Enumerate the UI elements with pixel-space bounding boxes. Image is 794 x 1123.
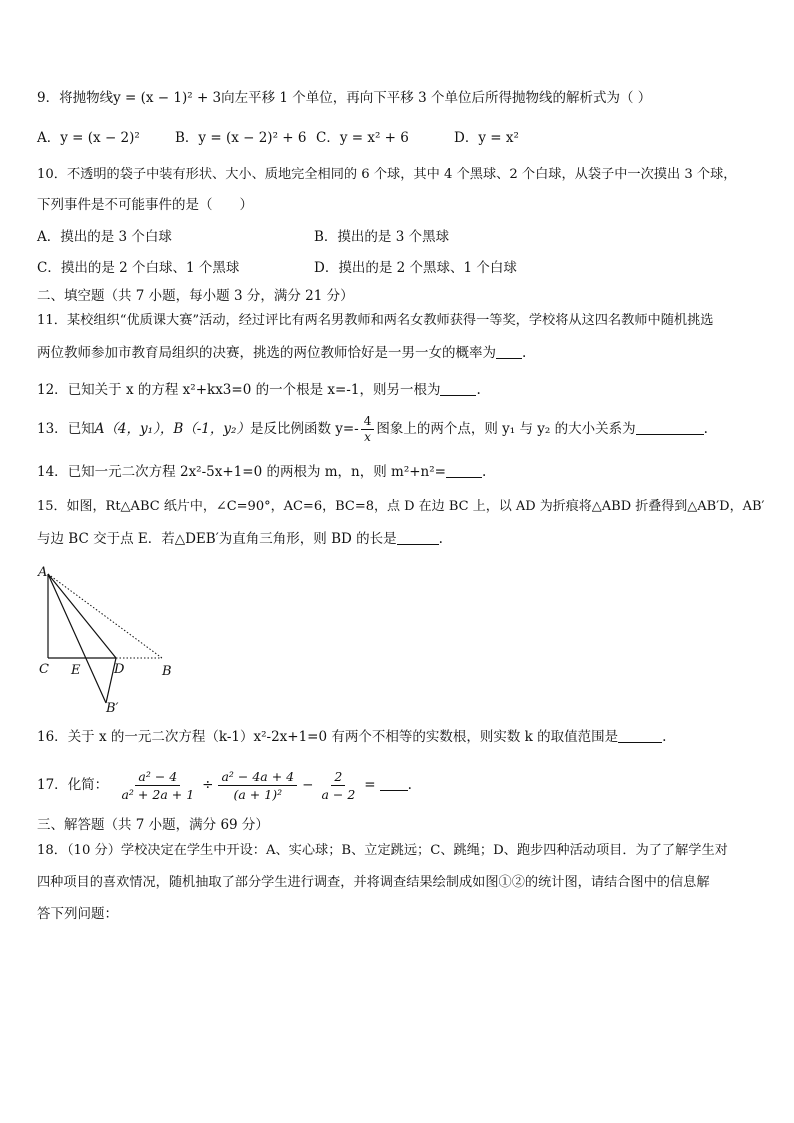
answer-blank[interactable] (446, 463, 482, 478)
question-18-line2: 四种项目的喜欢情况，随机抽取了部分学生进行调查，并将调查结果绘制成如图①②的统计图，请结合图中的信息解 (37, 875, 710, 890)
question-number: 15． (37, 499, 67, 514)
question-number: 18． (37, 843, 67, 858)
segment-ab-prime (48, 574, 106, 703)
label-b-prime: B′ (106, 701, 119, 716)
segment-ab (48, 574, 162, 658)
answer-blank[interactable] (636, 420, 704, 435)
question-text: 已知关于 x 的方程 x²+kx3=0 的一个根是 x=-1，则另一根为 (67, 382, 441, 398)
answer-blank[interactable] (380, 776, 408, 791)
option-c[interactable]: C．y = x² + 6 (316, 130, 409, 146)
answer-blank[interactable] (440, 381, 476, 396)
fraction: $\frac{\text{a² − 4}}{\text{a² + 2a + 1}}$ (121, 769, 195, 802)
question-text: 已知一元二次方程 2x²-5x+1=0 的两根为 m，n，则 m²+n²= (67, 464, 446, 480)
question-text: 将抛物线 (59, 90, 114, 106)
option-d[interactable]: D．摸出的是 2 个黑球、1 个白球 (314, 260, 517, 276)
question-text: 不透明的袋子中装有形状、大小、质地完全相同的 6 个球，其中 4 个黑球、2 个白球，从袋子中一次摸出 3 个球， (66, 167, 737, 182)
option-a[interactable]: A．y = (x − 2)² (37, 130, 140, 146)
answer-blank[interactable] (618, 728, 662, 743)
question-18-line3: 答下列问题： (37, 906, 118, 922)
triangle-figure (34, 560, 184, 720)
fraction: $\frac{4}{x}$ (361, 414, 375, 445)
question-13: 13．已知A（4，y₁），B（-1，y₂）是反比例函数 y=- $\frac{4}{x}$ 图象上的两个点，则 y₁ 与 y₂ 的大小关系为 . (37, 414, 708, 444)
question-16: 16．关于 x 的一元二次方程（k-1）x²-2x+1=0 有两个不相等的实数根，则实数 k 的取值范围是 . (37, 729, 667, 745)
label-c: C (39, 662, 49, 677)
question-number: 12． (37, 382, 68, 398)
question-15 (37, 497, 764, 517)
question-9 (37, 88, 651, 108)
answer-blank[interactable] (496, 344, 522, 359)
question-12: 12．已知关于 x 的方程 x²+kx3=0 的一个根是 x=-1，则另一根为 . (37, 382, 481, 398)
question-10-line2: 下列事件是不可能事件的是（ ） (37, 197, 253, 213)
question-text: 向左平移 1 个单位，再向下平移 3 个单位后所得抛物线的解析式为（ ） (221, 90, 652, 106)
math-expression: y = (x − 1)² + 3 (113, 90, 222, 106)
option-d[interactable]: D．y = x² (454, 130, 519, 146)
option-c[interactable]: C．摸出的是 2 个白球、1 个黑球 (37, 260, 240, 276)
question-number: 13． (37, 421, 68, 437)
label-e: E (71, 663, 81, 678)
question-11-line2: 两位教师参加市教育局组织的决赛，挑选的两位教师恰好是一男一女的概率为 . (37, 345, 527, 361)
question-11 (37, 311, 713, 331)
option-b[interactable]: B．摸出的是 3 个黑球 (314, 229, 450, 245)
section-heading: 三、解答题（共 7 小题，满分 69 分） (37, 817, 269, 833)
option-a[interactable]: A．摸出的是 3 个白球 (37, 229, 172, 245)
question-text: 某校组织“优质课大赛”活动，经过评比有两名男教师和两名女教师获得一等奖，学校将从这四名教师中随机挑选 (66, 313, 714, 328)
fraction: $\frac{\text{a² − 4a + 4}}{\text{(a + 1)²}}$ (218, 768, 297, 803)
question-number: 11． (37, 313, 67, 328)
question-number: 10． (37, 167, 67, 182)
question-10 (37, 165, 737, 185)
question-14: 14．已知一元二次方程 2x²-5x+1=0 的两根为 m，n，则 m²+n²= . (37, 464, 487, 480)
question-15-line2: 与边 BC 交于点 E．若△DEB′为直角三角形，则 BD 的长是 . (37, 531, 443, 547)
question-number: 9． (37, 90, 60, 106)
question-18 (37, 841, 728, 861)
question-text: 关于 x 的一元二次方程（k-1）x²-2x+1=0 有两个不相等的实数根，则实数 k 的取值范围是 (67, 729, 619, 745)
question-text: 如图，Rt△ABC 纸片中，∠C=90°，AC=6，BC=8，点 D 在边 BC 上，以 AD 为折痕将△ABD 折叠得到△AB′D，AB′ (66, 499, 765, 514)
option-b[interactable]: B．y = (x − 2)² + 6 (175, 130, 307, 146)
question-text: （10 分）学校决定在学生中开设：A、实心球；B、立定跳远；C、跳绳；D、跑步四种活动项目．为了了解学生对 (66, 843, 728, 858)
question-number: 14． (37, 464, 68, 480)
section-heading: 二、填空题（共 7 小题，每小题 3 分，满分 21 分） (37, 288, 354, 304)
question-17: 17．化简： $\frac{\text{a² − 4}}{\text{a² + 2a + 1}}$ ÷ $\frac{\text{a² − 4a + 4}}{\text{(a + 1)²}}$ − $\frac{2}{a - 2}$ = . (37, 769, 412, 802)
question-number: 16． (37, 729, 68, 745)
label-b: B (162, 664, 172, 679)
question-number: 17． (37, 777, 68, 793)
label-a: A (38, 565, 48, 580)
answer-blank[interactable] (397, 530, 439, 545)
fraction: $\frac{2}{a - 2}$ (321, 769, 356, 802)
label-d: D (114, 662, 125, 677)
